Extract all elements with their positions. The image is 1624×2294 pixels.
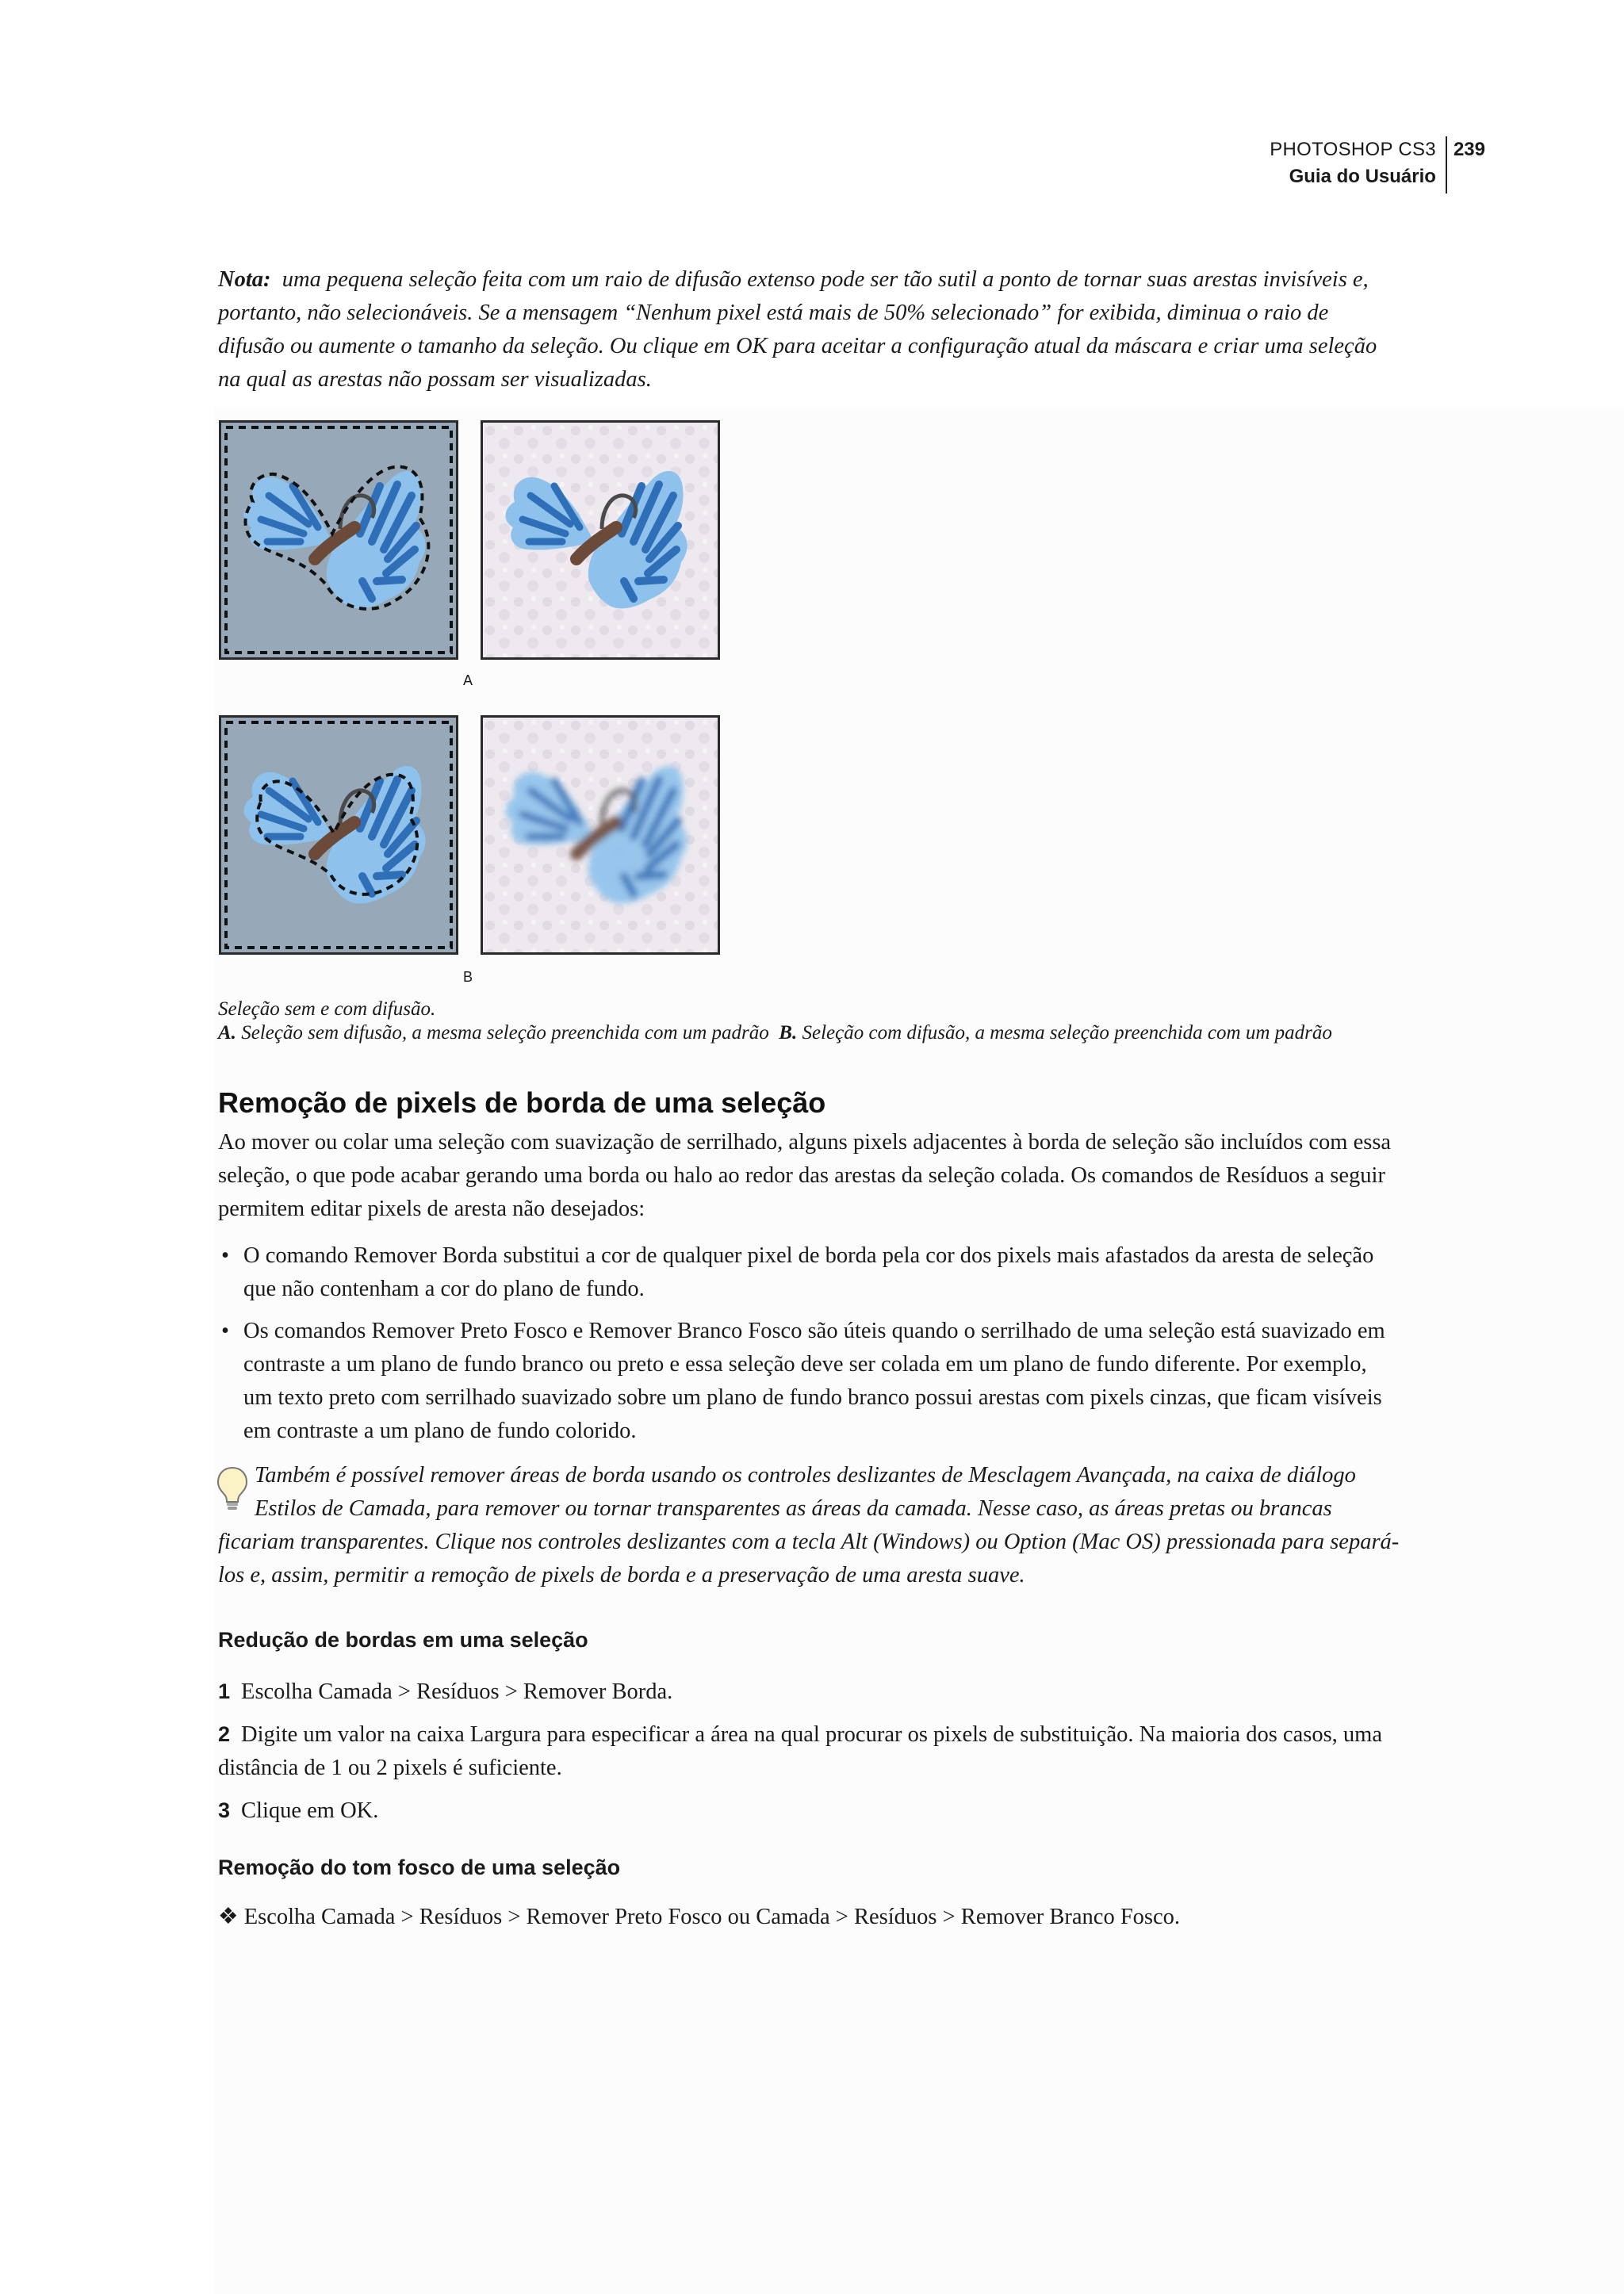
tip-paragraph [218, 1459, 1400, 1592]
section-intro: Ao mover ou colar uma seleção com suavização de serrilhado, alguns pixels adjacentes à borda de seleção são incluídos com essa seleção, o que pode acabar gerando uma borda ou halo ao redor das arestas da seleção colada. Os comandos de Resíduos a seguir permitem editar pixels de aresta não desejados: [218, 1130, 1392, 1221]
tip-text: Também é possível remover áreas de borda usando os controles deslizantes de Mesclagem Avançada, na caixa de diálogo Estilos de Camada, para remover ou tornar transparentes as áreas da camada. Nesse caso, as áreas pretas ou brancas ficariam transparentes. Clique nos controles deslizantes com a tecla Alt (Windows) ou Option (Mac OS) pressionada para separá-los e, assim, permitir a remoção de pixels de borda e a preservação de uma aresta suave. [218, 1463, 1400, 1587]
step-1: 1 Escolha Camada > Resíduos > Remover Borda. [218, 1679, 673, 1704]
bullet-list [218, 1239, 1400, 1457]
caption-a-text: Seleção sem difusão, a mesma seleção preenchida com um padrão [241, 1022, 769, 1044]
caption-b-label: B. [779, 1022, 798, 1044]
subsection-heading-reduce-borders: Redução de bordas em uma seleção [218, 1628, 588, 1652]
running-header [1270, 136, 1485, 193]
note-label: Nota: [218, 267, 271, 292]
section-heading: Remoção de pixels de borda de uma seleção [218, 1086, 826, 1119]
header-guide-title: Guia do Usuário [1289, 166, 1436, 187]
butterfly-pattern-image [483, 423, 718, 657]
figure-b-pattern-fill [481, 715, 720, 955]
caption-a-label: A. [218, 1022, 236, 1044]
caption-b-text: Seleção com difusão, a mesma seleção preenchida com um padrão [802, 1022, 1332, 1044]
list-item: • Os comandos Remover Preto Fosco e Remover Branco Fosco são úteis quando o serrilhado de uma seleção está suavizado em contraste a um plano de fundo branco ou preto e essa seleção deve ser colada em um plano de fundo diferente. Por exemplo, um texto preto com serrilhado suavizado sobre um plano de fundo branco possui arestas com pixels cinzas, que ficam visíveis em contraste a um plano de fundo colorido. [218, 1315, 1400, 1448]
header-product: PHOTOSHOP CS3 [1270, 139, 1436, 160]
bullet-symbol: • [221, 1319, 229, 1343]
figure-label-a: A [463, 672, 473, 688]
figure-caption [218, 998, 1487, 1045]
bullet-symbol: • [221, 1243, 229, 1268]
figure-b-selection [219, 715, 458, 955]
page-number: 239 [1453, 139, 1485, 160]
step-2: 2 Digite um valor na caixa Largura para especificar a área na qual procurar os pixels de substituição. Na maioria dos casos, uma distância de 1 ou 2 pixels é suficiente. [218, 1722, 1382, 1780]
list-item: • O comando Remover Borda substitui a cor de qualquer pixel de borda pela cor dos pixels mais afastados da aresta de seleção que não contenham a cor do plano de fundo. [218, 1239, 1400, 1306]
figure-label-b: B [463, 969, 473, 985]
note-paragraph [218, 263, 1400, 396]
butterfly-selection-image [221, 423, 456, 657]
step-symbol: ❖ [218, 1905, 239, 1929]
butterfly-feathered-selection-image [221, 718, 456, 952]
caption-title: Seleção sem e com difusão. [218, 998, 436, 1020]
subsection-heading-remove-matte: Remoção do tom fosco de uma seleção [218, 1855, 621, 1879]
figure-a-pattern-fill [481, 420, 720, 660]
butterfly-feathered-pattern-image [483, 718, 718, 952]
figure-a-selection [219, 420, 458, 660]
note-text: uma pequena seleção feita com um raio de difusão extenso pode ser tão sutil a ponto de tornar suas arestas invisíveis e, portanto, não selecionáveis. Se a mensagem “Nenhum pixel está mais de 50% selecionado” for exibida, diminua o raio de difusão ou aumente o tamanho da seleção. Ou clique em OK para aceitar a configuração atual da máscara e criar uma seleção na qual as arestas não possam ser visualizadas. [218, 267, 1377, 392]
lightbulb-icon [215, 1465, 250, 1511]
single-step: ❖ Escolha Camada > Resíduos > Remover Preto Fosco ou Camada > Resíduos > Remover Branco Fosco. [218, 1905, 1181, 1929]
step-3: 3 Clique em OK. [218, 1798, 379, 1823]
